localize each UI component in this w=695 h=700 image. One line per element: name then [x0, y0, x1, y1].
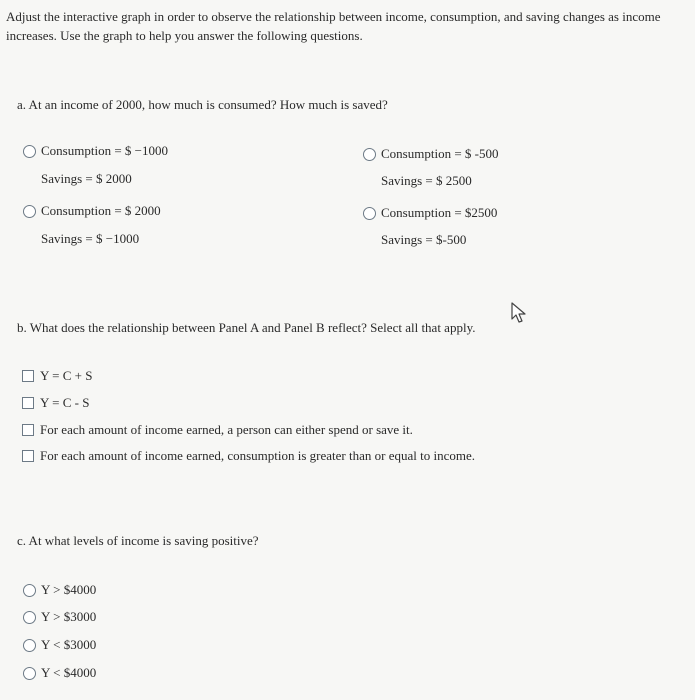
- option-b4-label: For each amount of income earned, consumption is greater than or equal to income.: [40, 448, 475, 463]
- checkbox[interactable]: [22, 370, 34, 382]
- option-a3-savings: Savings = $ −1000: [41, 231, 140, 246]
- radio-button[interactable]: [23, 611, 36, 624]
- radio-button[interactable]: [23, 584, 36, 597]
- option-c4-label: Y < $4000: [41, 665, 97, 680]
- option-a1[interactable]: [23, 143, 168, 159]
- option-a2-consumption: Consumption = $ -500: [381, 146, 499, 161]
- question-c: c. At what levels of income is saving positive?: [17, 533, 259, 548]
- option-a3-consumption: Consumption = $ 2000: [41, 203, 161, 218]
- checkbox[interactable]: [22, 397, 34, 409]
- question-a: a. At an income of 2000, how much is consumed? How much is saved?: [17, 97, 388, 112]
- option-c1-label: Y > $4000: [41, 582, 97, 597]
- option-a4[interactable]: [363, 205, 497, 221]
- option-c3-label: Y < $3000: [41, 637, 97, 652]
- option-b3-label: For each amount of income earned, a person can either spend or save it.: [40, 422, 413, 437]
- option-c2[interactable]: [23, 609, 96, 625]
- checkbox[interactable]: [22, 450, 34, 462]
- radio-button[interactable]: [23, 639, 36, 652]
- radio-button[interactable]: [23, 667, 36, 680]
- option-b1-label: Y = C + S: [40, 368, 93, 383]
- option-b2-label: Y = C - S: [40, 395, 90, 410]
- option-a1-consumption: Consumption = $ −1000: [41, 143, 168, 158]
- option-b4[interactable]: [22, 448, 475, 464]
- instructions-text: Adjust the interactive graph in order to observe the relationship between income, consumption, and saving changes as income increases. Use the graph to help you answer the following questions.: [6, 9, 661, 43]
- radio-button[interactable]: [23, 205, 36, 218]
- option-a3[interactable]: [23, 203, 161, 219]
- option-c4[interactable]: [23, 665, 96, 681]
- option-a4-consumption: Consumption = $2500: [381, 205, 498, 220]
- radio-button[interactable]: [23, 145, 36, 158]
- question-b: b. What does the relationship between Panel A and Panel B reflect? Select all that apply.: [17, 320, 476, 335]
- option-c3[interactable]: [23, 637, 96, 653]
- option-b2[interactable]: [22, 395, 89, 411]
- option-b3[interactable]: [22, 422, 413, 438]
- checkbox[interactable]: [22, 424, 34, 436]
- option-c1[interactable]: [23, 582, 96, 598]
- radio-button[interactable]: [363, 148, 376, 161]
- mouse-cursor-icon: [509, 301, 529, 323]
- radio-button[interactable]: [363, 207, 376, 220]
- option-a1-savings: Savings = $ 2000: [41, 171, 132, 186]
- option-b1[interactable]: [22, 368, 92, 384]
- option-a2-savings: Savings = $ 2500: [381, 173, 472, 188]
- option-c2-label: Y > $3000: [41, 609, 97, 624]
- option-a4-savings: Savings = $-500: [381, 232, 467, 247]
- option-a2[interactable]: [363, 146, 498, 162]
